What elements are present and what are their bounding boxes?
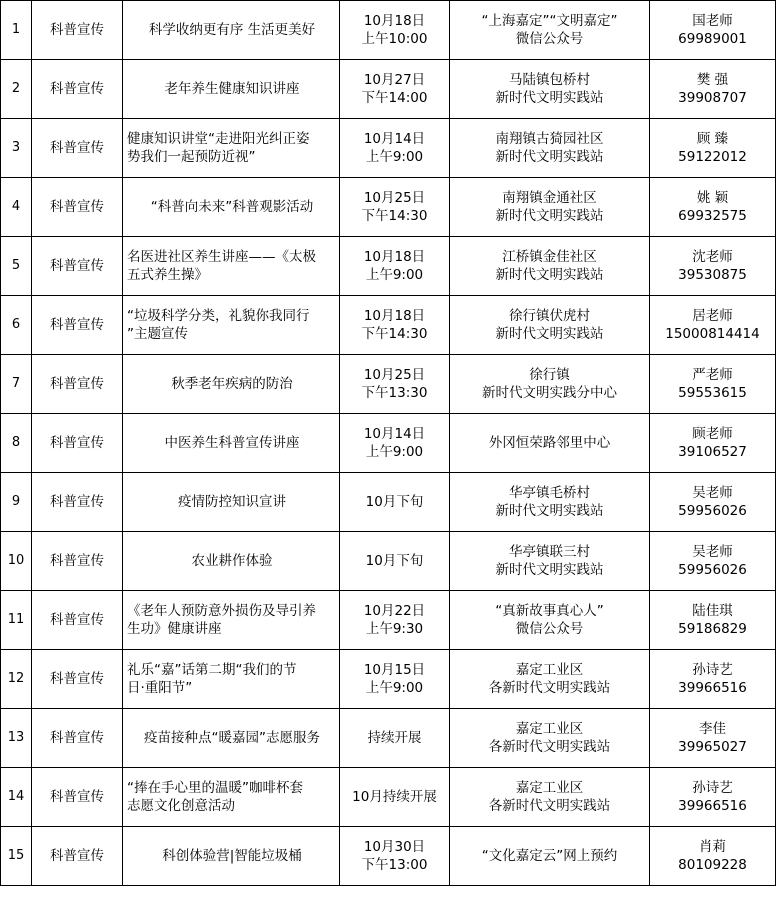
activity-time-line: 下午14:00 [361, 90, 428, 106]
row-number: 14 [1, 768, 32, 827]
activity-contact-line: 沈老师 [692, 249, 733, 265]
activity-time-line: 10月18日 [363, 249, 426, 265]
activity-place [450, 414, 650, 473]
activity-contact [650, 473, 776, 532]
activity-place [450, 768, 650, 827]
activity-contact [650, 414, 776, 473]
activity-place-line: 江桥镇金佳社区 [502, 249, 597, 265]
activity-type: 科普宣传 [32, 1, 123, 60]
activity-title [123, 650, 340, 709]
activity-place-line: 南翔镇金通社区 [502, 190, 597, 206]
activity-title-line: 农业耕作体验 [191, 553, 273, 569]
table-row [1, 650, 776, 709]
activity-place-line: 外冈恒荣路邻里中心 [488, 435, 611, 451]
activity-time [340, 296, 450, 355]
activity-table-body [1, 1, 776, 886]
activity-place [450, 355, 650, 414]
activity-contact [650, 709, 776, 768]
activity-contact-line: 吴老师 [692, 485, 733, 501]
activity-place-line: 各新时代文明实践站 [488, 680, 611, 696]
row-number: 6 [1, 296, 32, 355]
activity-title-line: 礼乐“嘉”话第二期“我们的节 [127, 662, 297, 678]
activity-contact-line: 国老师 [692, 13, 733, 29]
activity-contact [650, 591, 776, 650]
activity-place-line: 新时代文明实践站 [495, 267, 604, 283]
activity-place-line: 华亭镇毛桥村 [509, 485, 590, 501]
activity-title-line: 志愿文化创意活动 [127, 798, 235, 814]
activity-contact [650, 60, 776, 119]
activity-contact [650, 296, 776, 355]
activity-title [123, 473, 340, 532]
activity-title [123, 414, 340, 473]
table-row [1, 178, 776, 237]
activity-place-line: 微信公众号 [515, 31, 584, 47]
activity-contact [650, 237, 776, 296]
activity-title [123, 237, 340, 296]
activity-contact-line: 孙诗艺 [692, 662, 733, 678]
activity-contact-line: 李佳 [699, 721, 726, 737]
activity-place-line: 马陆镇包桥村 [509, 72, 590, 88]
activity-type: 科普宣传 [32, 60, 123, 119]
table-row [1, 1, 776, 60]
activity-contact-line: 59122012 [678, 149, 747, 165]
activity-contact-line: 39908707 [678, 90, 747, 106]
activity-contact-line: 39965027 [678, 739, 747, 755]
activity-type: 科普宣传 [32, 119, 123, 178]
activity-title-line: 名医进社区养生讲座——《太极 [127, 249, 316, 265]
row-number: 4 [1, 178, 32, 237]
activity-type: 科普宣传 [32, 473, 123, 532]
activity-title [123, 532, 340, 591]
activity-place-line: 新时代文明实践站 [495, 326, 604, 342]
activity-title-line: 生功》健康讲座 [127, 621, 222, 637]
row-number: 11 [1, 591, 32, 650]
activity-contact [650, 119, 776, 178]
activity-contact [650, 1, 776, 60]
activity-time-line: 上午9:00 [365, 680, 424, 696]
activity-title-line: 老年养生健康知识讲座 [164, 81, 300, 97]
activity-place [450, 473, 650, 532]
activity-place-line: 微信公众号 [515, 621, 584, 637]
activity-title-line: “科普向未来”科普观影活动 [150, 199, 314, 215]
activity-place-line: 嘉定工业区 [515, 780, 584, 796]
row-number: 3 [1, 119, 32, 178]
activity-place [450, 296, 650, 355]
activity-time-line: 下午14:30 [361, 208, 428, 224]
activity-time [340, 650, 450, 709]
activity-time-line: 10月14日 [363, 131, 426, 147]
activity-time [340, 414, 450, 473]
activity-type: 科普宣传 [32, 355, 123, 414]
activity-time-line: 10月14日 [363, 426, 426, 442]
activity-time [340, 178, 450, 237]
row-number: 10 [1, 532, 32, 591]
activity-type: 科普宣传 [32, 296, 123, 355]
activity-contact [650, 355, 776, 414]
activity-title [123, 296, 340, 355]
activity-title-line: 科创体验营|智能垃圾桶 [162, 848, 302, 864]
activity-type: 科普宣传 [32, 178, 123, 237]
row-number: 15 [1, 827, 32, 886]
activity-place-line: 各新时代文明实践站 [488, 798, 611, 814]
activity-place [450, 237, 650, 296]
activity-time-line: 下午13:00 [361, 857, 428, 873]
activity-place-line: 嘉定工业区 [515, 662, 584, 678]
activity-title-line: ”主题宣传 [127, 326, 188, 342]
activity-time [340, 473, 450, 532]
activity-place [450, 532, 650, 591]
activity-title-line: 中医养生科普宣传讲座 [164, 435, 300, 451]
row-number: 9 [1, 473, 32, 532]
activity-type: 科普宣传 [32, 591, 123, 650]
table-row [1, 355, 776, 414]
activity-title-line: 秋季老年疾病的防治 [171, 376, 293, 392]
activity-title-line: 疫情防控知识宣讲 [178, 494, 286, 510]
activity-place-line: 新时代文明实践分中心 [482, 385, 617, 401]
activity-place-line: 新时代文明实践站 [495, 90, 604, 106]
activity-place-line: “文化嘉定云”网上预约 [481, 848, 618, 864]
activity-place-line: 徐行镇 [529, 367, 570, 383]
activity-time-line: 10月25日 [363, 367, 426, 383]
activity-title-line: 《老年人预防意外损伤及导引养 [127, 603, 316, 619]
activity-title-line: 科学收纳更有序 生活更美好 [148, 22, 316, 38]
row-number: 8 [1, 414, 32, 473]
activity-time [340, 591, 450, 650]
activity-title-line: 五式养生操》 [127, 267, 208, 283]
activity-contact-line: 39966516 [678, 680, 747, 696]
activity-time-line: 上午10:00 [361, 31, 428, 47]
activity-title [123, 591, 340, 650]
activity-type: 科普宣传 [32, 827, 123, 886]
activity-time [340, 119, 450, 178]
activity-place-line: 新时代文明实践站 [495, 562, 604, 578]
activity-place [450, 1, 650, 60]
table-row [1, 296, 776, 355]
activity-contact-line: 59553615 [678, 385, 747, 401]
table-row [1, 414, 776, 473]
activity-title [123, 827, 340, 886]
activity-contact-line: 39966516 [678, 798, 747, 814]
table-row [1, 60, 776, 119]
activity-contact-line: 15000814414 [665, 326, 760, 342]
activity-contact-line: 陆佳琪 [692, 603, 733, 619]
activity-contact-line: 59956026 [678, 503, 747, 519]
activity-time [340, 1, 450, 60]
table-row [1, 827, 776, 886]
activity-contact-line: 顾 臻 [696, 131, 729, 147]
activity-contact [650, 532, 776, 591]
activity-contact-line: 顾老师 [692, 426, 733, 442]
activity-time-line: 10月15日 [363, 662, 426, 678]
activity-time [340, 768, 450, 827]
activity-time-line: 上午9:00 [365, 267, 424, 283]
activity-place [450, 60, 650, 119]
activity-time-line: 10月30日 [363, 839, 426, 855]
row-number: 13 [1, 709, 32, 768]
activity-place [450, 709, 650, 768]
activity-title [123, 1, 340, 60]
table-row [1, 709, 776, 768]
table-row [1, 591, 776, 650]
activity-place-line: 南翔镇古猗园社区 [495, 131, 604, 147]
activity-time [340, 237, 450, 296]
activity-contact-line: 樊 强 [696, 72, 729, 88]
row-number: 5 [1, 237, 32, 296]
activity-title-line: 势我们一起预防近视” [127, 149, 256, 165]
activity-contact [650, 768, 776, 827]
activity-contact-line: 69989001 [678, 31, 747, 47]
activity-contact [650, 178, 776, 237]
activity-time-line: 10月25日 [363, 190, 426, 206]
activity-place-line: 徐行镇伏虎村 [509, 308, 590, 324]
activity-time-line: 持续开展 [367, 730, 422, 746]
activity-place-line: 嘉定工业区 [515, 721, 584, 737]
activity-time [340, 532, 450, 591]
activity-time-line: 10月18日 [363, 13, 426, 29]
activity-place-line: 新时代文明实践站 [495, 503, 604, 519]
table-row [1, 532, 776, 591]
activity-contact-line: 39530875 [678, 267, 747, 283]
activity-time-line: 下午13:30 [361, 385, 428, 401]
activity-type: 科普宣传 [32, 709, 123, 768]
activity-place [450, 650, 650, 709]
activity-place [450, 591, 650, 650]
activity-place-line: “真新故事真心人” [495, 603, 604, 619]
activity-place-line: 各新时代文明实践站 [488, 739, 611, 755]
table-row [1, 768, 776, 827]
activity-time-line: 10月22日 [363, 603, 426, 619]
activity-title [123, 355, 340, 414]
activity-type: 科普宣传 [32, 532, 123, 591]
activity-title-line: 疫苗接种点“暖嘉园”志愿服务 [144, 730, 320, 746]
activity-time-line: 下午14:30 [361, 326, 428, 342]
activity-type: 科普宣传 [32, 237, 123, 296]
activity-time-line: 10月18日 [363, 308, 426, 324]
activity-place [450, 827, 650, 886]
activity-title [123, 709, 340, 768]
activity-place [450, 119, 650, 178]
table-row [1, 119, 776, 178]
activity-time-line: 上午9:00 [365, 444, 424, 460]
row-number: 1 [1, 1, 32, 60]
activity-place-line: 新时代文明实践站 [495, 208, 604, 224]
row-number: 7 [1, 355, 32, 414]
activity-type: 科普宣传 [32, 768, 123, 827]
activity-title [123, 60, 340, 119]
activity-contact-line: 59956026 [678, 562, 747, 578]
activity-contact [650, 827, 776, 886]
activity-place [450, 178, 650, 237]
activity-contact-line: 肖莉 [699, 839, 726, 855]
activity-contact-line: 孙诗艺 [692, 780, 733, 796]
activity-type: 科普宣传 [32, 414, 123, 473]
activity-time-line: 上午9:00 [365, 149, 424, 165]
activity-time-line: 上午9:30 [365, 621, 424, 637]
activity-place-line: 新时代文明实践站 [495, 149, 604, 165]
activity-contact-line: 59186829 [678, 621, 747, 637]
activity-place-line: 华亭镇联三村 [509, 544, 590, 560]
activity-time [340, 355, 450, 414]
activity-contact-line: 69932575 [678, 208, 747, 224]
activity-contact-line: 居老师 [692, 308, 733, 324]
activity-contact-line: 姚 颖 [696, 190, 729, 206]
activity-title-line: 健康知识讲堂“走进阳光纠正姿 [127, 131, 310, 147]
activity-contact-line: 严老师 [692, 367, 733, 383]
activity-time-line: 10月下旬 [365, 553, 424, 569]
activity-title-line: 日·重阳节” [127, 680, 193, 696]
activity-time [340, 60, 450, 119]
activity-time-line: 10月下旬 [365, 494, 424, 510]
table-row [1, 237, 776, 296]
activity-time [340, 827, 450, 886]
activity-title-line: “捧在手心里的温暖”咖啡杯套 [127, 780, 303, 796]
activity-contact-line: 吴老师 [692, 544, 733, 560]
row-number: 12 [1, 650, 32, 709]
activity-contact [650, 650, 776, 709]
activity-title [123, 119, 340, 178]
activity-type: 科普宣传 [32, 650, 123, 709]
activity-time-line: 10月27日 [363, 72, 426, 88]
activity-place-line: “上海嘉定”“文明嘉定” [481, 13, 618, 29]
activity-contact-line: 39106527 [678, 444, 747, 460]
activity-time [340, 709, 450, 768]
row-number: 2 [1, 60, 32, 119]
activity-title [123, 178, 340, 237]
table-row [1, 473, 776, 532]
activity-time-line: 10月持续开展 [352, 789, 437, 805]
activity-title [123, 768, 340, 827]
activity-title-line: “垃圾科学分类，礼貌你我同行 [127, 308, 310, 324]
activity-contact-line: 80109228 [678, 857, 747, 873]
